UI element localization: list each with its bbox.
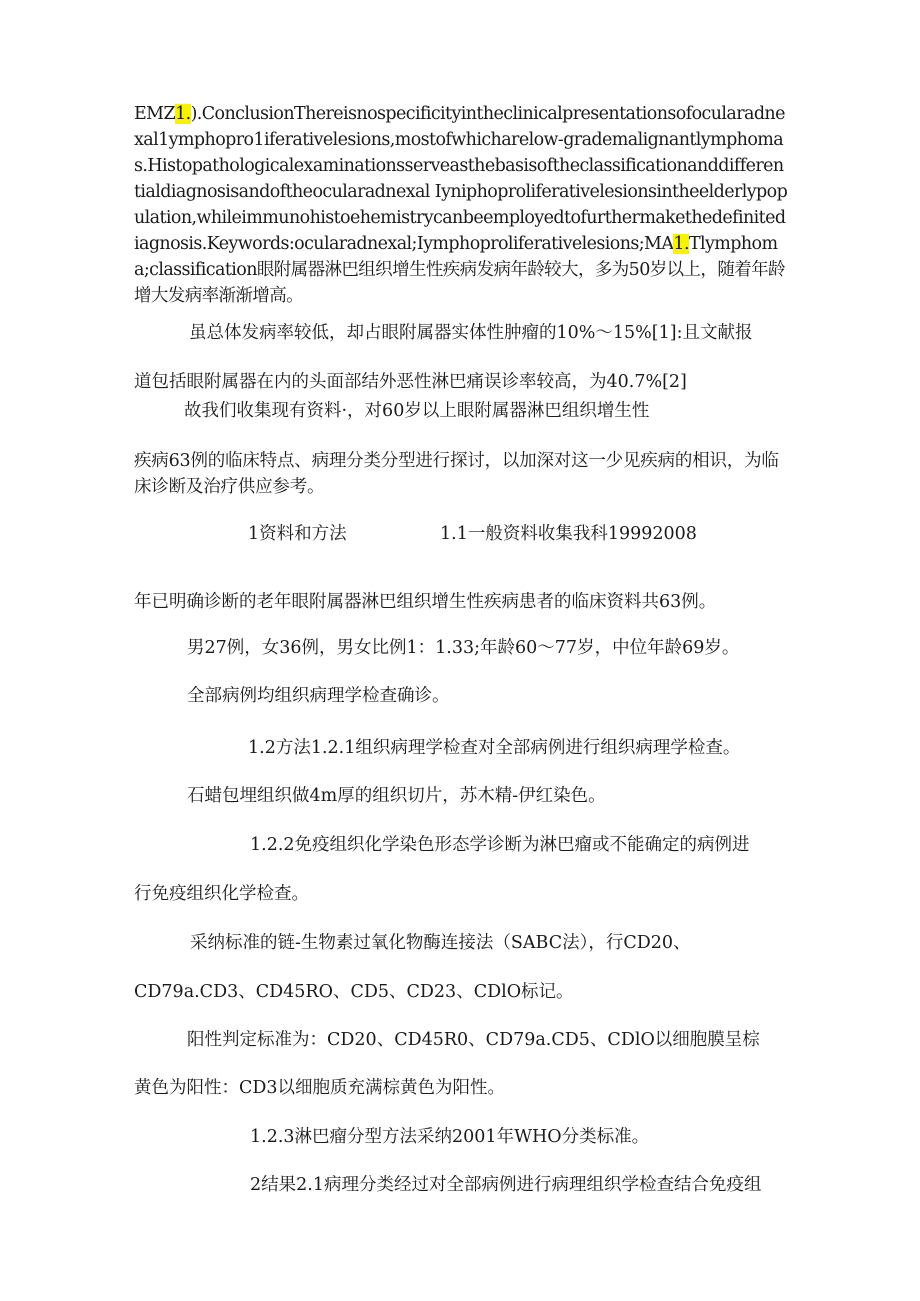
text-line: 男27例，女36例，男女比例1：1.33;年龄60～77岁，中位年龄69岁。	[187, 638, 740, 658]
text-line: 全部病例均组织病理学检查确诊。	[187, 686, 450, 706]
text-paragraph: 疾病63例的临床特点、病理分类分型进行探讨，以加深对这一少见疾病的相识，为临床诊断及治疗供应参考。	[134, 451, 779, 497]
text-line: 年已明确诊断的老年眼附属器淋巴组织增生性疾病患者的临床资料共63例。	[134, 592, 717, 612]
highlight-mark: 1.	[673, 234, 689, 254]
subsection-heading: 1.1一般资料收集我科19992008	[440, 524, 697, 544]
abstract-text-end: Tlymphoma;classification眼附属器淋巴组织增生性疾病发病年龄较大，多为50岁以上，随着年龄增大发病率渐渐增高。	[134, 234, 785, 306]
text-line: 阳性判定标准为：CD20、CD45R0、CD79a.CD5、CDlO以细胞膜呈棕	[187, 1030, 760, 1050]
text-line: 1.2.3淋巴瘤分型方法采纳2001年WHO分类标准。	[250, 1127, 650, 1147]
text-line: 行免疫组织化学检查。	[134, 884, 309, 904]
section-heading: 1资料和方法	[248, 524, 347, 544]
text-line: 采纳标准的链-生物素过氧化物酶连接法（SABC法），行CD20、	[190, 933, 691, 953]
abstract-text-body: ).ConclusionThereisnospecificityintheclinicalpresentationsofocularadnexal1ymphopro1iferativelesions,mostofwhicharelow-grademalignantlymphomas.Histopathologicalexaminationsserveasthebasisoftheclassificationanddifferentialdiagnosisandoftheocularadnexal Iyniphoproliferativelesionsintheelderlypopulation,whileimmunohistoehemistrycanbeemployedtofurthermakethedefinitediagnosis.Keywords:ocularadnexal;Iymphoproliferativelesions;MA	[134, 104, 788, 254]
abstract-paragraph	[134, 101, 789, 309]
abstract-text-start: EMZ	[134, 104, 176, 124]
text-line: CD79a.CD3、CD45RO、CD5、CD23、CDlO标记。	[134, 982, 574, 1002]
text-line: 故我们收集现有资料·，对60岁以上眼附属器淋巴组织增生性	[184, 401, 650, 421]
text-line: 黄色为阳性：CD3以细胞质充满棕黄色为阳性。	[134, 1078, 506, 1098]
text-line: 1.2方法1.2.1组织病理学检查对全部病例进行组织病理学检查。	[248, 738, 741, 758]
text-line: 2结果2.1病理分类经过对全部病例进行病理组织学检查结合免疫组	[250, 1175, 762, 1195]
text-line: 虽总体发病率较低，却占眼附属器实体性肿瘤的10%～15%[1]:且文献报	[189, 323, 753, 343]
highlight-mark: 1.	[175, 104, 191, 124]
text-line: 道包括眼附属器在内的头面部结外恶性淋巴痛误诊率较高，为40.7%[2]	[134, 372, 687, 392]
text-line: 1.2.2免疫组织化学染色形态学诊断为淋巴瘤或不能确定的病例进	[250, 835, 750, 855]
text-line: 石蜡包埋组织做4m厚的组织切片，苏木精-伊红染色。	[187, 786, 606, 806]
